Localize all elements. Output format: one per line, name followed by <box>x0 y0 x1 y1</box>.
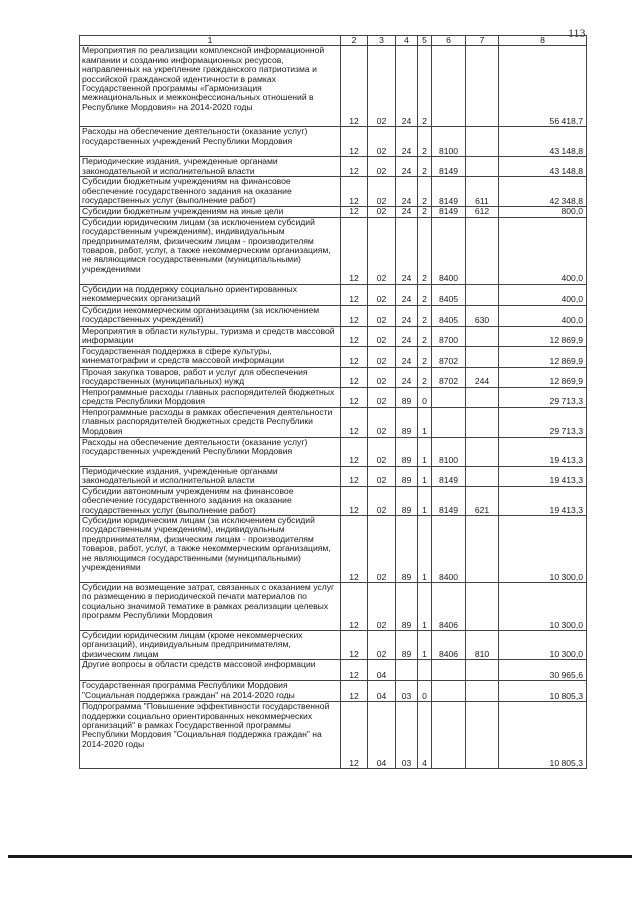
subsection-code-cell: 04 <box>368 702 396 769</box>
header-cell: 4 <box>396 36 418 46</box>
subsection-code-cell: 02 <box>368 217 396 284</box>
row-name-cell: Другие вопросы в области средств массовой информации <box>80 660 341 681</box>
budget-table <box>79 35 587 769</box>
section-code-cell: 12 <box>341 583 368 631</box>
program-code-cell: 24 <box>396 217 418 284</box>
row-name-cell: Субсидии юридическим лицам (за исключением субсидий государственным учреждениям), индивидуальным предпринимателям, физическим лицам - производителям товаров, работ, услуг, а также некоммерческим организациям, не являющимся государственными (муниципальными) учреждениями <box>80 217 341 284</box>
amount-cell: 400,0 <box>499 284 587 305</box>
subprogram-code-cell: 1 <box>418 486 432 515</box>
subsection-code-cell: 02 <box>368 407 396 437</box>
expense-type-cell <box>466 46 499 127</box>
section-code-cell: 12 <box>341 681 368 702</box>
header-cell: 2 <box>341 36 368 46</box>
amount-cell: 19 413,3 <box>499 466 587 486</box>
table-row <box>80 387 587 407</box>
amount-cell: 400,0 <box>499 305 587 326</box>
amount-cell: 10 300,0 <box>499 516 587 583</box>
section-code-cell: 12 <box>341 217 368 284</box>
section-code-cell: 12 <box>341 127 368 157</box>
amount-cell: 30 965,6 <box>499 660 587 681</box>
subprogram-code-cell: 0 <box>418 387 432 407</box>
expense-type-cell <box>466 407 499 437</box>
subsection-code-cell: 02 <box>368 387 396 407</box>
section-code-cell: 12 <box>341 466 368 486</box>
subsection-code-cell: 02 <box>368 284 396 305</box>
subsection-code-cell: 02 <box>368 305 396 326</box>
expense-type-cell <box>466 157 499 177</box>
program-code-cell: 24 <box>396 284 418 305</box>
program-code-cell: 24 <box>396 305 418 326</box>
subsection-code-cell: 02 <box>368 516 396 583</box>
header-cell: 3 <box>368 36 396 46</box>
subsection-code-cell: 02 <box>368 631 396 660</box>
expense-type-cell <box>466 437 499 466</box>
program-code-cell: 24 <box>396 127 418 157</box>
section-code-cell: 12 <box>341 346 368 367</box>
subprogram-code-cell: 1 <box>418 631 432 660</box>
subprogram-code-cell: 2 <box>418 177 432 207</box>
table-row <box>80 46 587 127</box>
program-code-cell <box>396 660 418 681</box>
subprogram-code-cell: 1 <box>418 437 432 466</box>
target-code-cell: 8405 <box>432 284 466 305</box>
subsection-code-cell: 04 <box>368 660 396 681</box>
table-row <box>80 407 587 437</box>
section-code-cell: 12 <box>341 177 368 207</box>
amount-cell: 29 713,3 <box>499 387 587 407</box>
program-code-cell: 89 <box>396 407 418 437</box>
program-code-cell: 24 <box>396 367 418 387</box>
table-row <box>80 660 587 681</box>
program-code-cell: 89 <box>396 631 418 660</box>
program-code-cell: 89 <box>396 387 418 407</box>
section-code-cell: 12 <box>341 367 368 387</box>
table-header-row <box>80 36 587 46</box>
amount-cell: 12 869,9 <box>499 326 587 346</box>
header-cell: 6 <box>432 36 466 46</box>
subprogram-code-cell: 4 <box>418 702 432 769</box>
expense-type-cell <box>466 681 499 702</box>
target-code-cell <box>432 660 466 681</box>
amount-cell: 400,0 <box>499 217 587 284</box>
row-name-cell: Расходы на обеспечение деятельности (оказание услуг) государственных учреждений Республики Мордовия <box>80 127 341 157</box>
expense-type-cell: 621 <box>466 486 499 515</box>
subprogram-code-cell: 2 <box>418 46 432 127</box>
section-code-cell: 12 <box>341 486 368 515</box>
section-code-cell: 12 <box>341 437 368 466</box>
expense-type-cell: 612 <box>466 207 499 217</box>
amount-cell: 29 713,3 <box>499 407 587 437</box>
expense-type-cell <box>466 466 499 486</box>
program-code-cell: 89 <box>396 486 418 515</box>
target-code-cell: 8405 <box>432 305 466 326</box>
table-row <box>80 631 587 660</box>
subsection-code-cell: 02 <box>368 177 396 207</box>
table-row <box>80 284 587 305</box>
expense-type-cell <box>466 387 499 407</box>
row-name-cell: Мероприятия по реализации комплексной информационной кампании и созданию информационных ресурсов, направленных на укрепление гражданского патриотизма и российской гражданской идентичности в рамках Государственной программы «Гармонизация межнациональных и межконфессиональных отношений в Республике Мордовия» на 2014-2020 годы <box>80 46 341 127</box>
target-code-cell: 8149 <box>432 177 466 207</box>
subsection-code-cell: 02 <box>368 346 396 367</box>
row-name-cell: Подпрограмма "Повышение эффективности государственной поддержки социально ориентированных некоммерческих организаций" в рамках Государственной программы Республики Мордовия "Социальная поддержка граждан" на 2014-2020 годы <box>80 702 341 769</box>
target-code-cell: 8406 <box>432 583 466 631</box>
target-code-cell: 8149 <box>432 486 466 515</box>
target-code-cell: 8702 <box>432 367 466 387</box>
target-code-cell: 8400 <box>432 516 466 583</box>
subprogram-code-cell: 1 <box>418 516 432 583</box>
amount-cell: 56 418,7 <box>499 46 587 127</box>
subsection-code-cell: 02 <box>368 437 396 466</box>
subsection-code-cell: 02 <box>368 326 396 346</box>
target-code-cell: 8149 <box>432 466 466 486</box>
expense-type-cell <box>466 516 499 583</box>
target-code-cell: 8702 <box>432 346 466 367</box>
section-code-cell: 12 <box>341 516 368 583</box>
program-code-cell: 24 <box>396 326 418 346</box>
section-code-cell: 12 <box>341 284 368 305</box>
expense-type-cell <box>466 326 499 346</box>
subsection-code-cell: 02 <box>368 583 396 631</box>
amount-cell: 19 413,3 <box>499 486 587 515</box>
target-code-cell: 8406 <box>432 631 466 660</box>
table-body <box>80 36 587 769</box>
header-cell: 5 <box>418 36 432 46</box>
expense-type-cell <box>466 660 499 681</box>
row-name-cell: Периодические издания, учрежденные органами законодательной и исполнительной власти <box>80 157 341 177</box>
table-row <box>80 305 587 326</box>
subprogram-code-cell: 2 <box>418 305 432 326</box>
expense-type-cell: 630 <box>466 305 499 326</box>
amount-cell: 800,0 <box>499 207 587 217</box>
table-row <box>80 207 587 217</box>
row-name-cell: Субсидии на поддержку социально ориентированных некоммерческих организаций <box>80 284 341 305</box>
target-code-cell <box>432 407 466 437</box>
subprogram-code-cell: 0 <box>418 681 432 702</box>
section-code-cell: 12 <box>341 407 368 437</box>
table-row <box>80 486 587 515</box>
expense-type-cell <box>466 702 499 769</box>
table-row <box>80 157 587 177</box>
amount-cell: 12 869,9 <box>499 346 587 367</box>
row-name-cell: Непрограммные расходы в рамках обеспечения деятельности главных распорядителей бюджетных средств Республики Мордовия <box>80 407 341 437</box>
table-row <box>80 583 587 631</box>
amount-cell: 43 148,8 <box>499 157 587 177</box>
expense-type-cell <box>466 583 499 631</box>
table-row <box>80 326 587 346</box>
table-row <box>80 367 587 387</box>
subprogram-code-cell: 2 <box>418 127 432 157</box>
expense-type-cell <box>466 127 499 157</box>
subprogram-code-cell: 2 <box>418 217 432 284</box>
subprogram-code-cell <box>418 660 432 681</box>
table-row <box>80 177 587 207</box>
amount-cell: 42 348,8 <box>499 177 587 207</box>
amount-cell: 19 413,3 <box>499 437 587 466</box>
table-row <box>80 346 587 367</box>
section-code-cell: 12 <box>341 387 368 407</box>
table-row <box>80 437 587 466</box>
row-name-cell: Мероприятия в области культуры, туризма и средств массовой информации <box>80 326 341 346</box>
subprogram-code-cell: 2 <box>418 284 432 305</box>
subsection-code-cell: 02 <box>368 127 396 157</box>
table-row <box>80 681 587 702</box>
section-code-cell: 12 <box>341 660 368 681</box>
section-code-cell: 12 <box>341 46 368 127</box>
row-name-cell: Периодические издания, учрежденные органами законодательной и исполнительной власти <box>80 466 341 486</box>
subprogram-code-cell: 1 <box>418 407 432 437</box>
program-code-cell: 89 <box>396 466 418 486</box>
target-code-cell: 8400 <box>432 217 466 284</box>
program-code-cell: 24 <box>396 46 418 127</box>
amount-cell: 10 805,3 <box>499 702 587 769</box>
target-code-cell: 8149 <box>432 207 466 217</box>
subprogram-code-cell: 2 <box>418 367 432 387</box>
table-row <box>80 466 587 486</box>
section-code-cell: 12 <box>341 631 368 660</box>
program-code-cell: 89 <box>396 516 418 583</box>
expense-type-cell <box>466 217 499 284</box>
program-code-cell: 24 <box>396 207 418 217</box>
row-name-cell: Субсидии юридическим лицам (за исключением субсидий государственным учреждениям), индивидуальным предпринимателям, физическим лицам - производителям товаров, работ, услуг, а также некоммерческим организациям, не являющимся государственными (муниципальными) учреждениями <box>80 516 341 583</box>
page-number: 113 <box>568 26 586 40</box>
header-cell: 7 <box>466 36 499 46</box>
program-code-cell: 89 <box>396 583 418 631</box>
target-code-cell: 8700 <box>432 326 466 346</box>
row-name-cell: Государственная поддержка в сфере культуры, кинематографии и средств массовой информации <box>80 346 341 367</box>
row-name-cell: Субсидии юридическим лицам (кроме некоммерческих организаций), индивидуальным предпринимателям, физическим лицам <box>80 631 341 660</box>
expense-type-cell: 244 <box>466 367 499 387</box>
subprogram-code-cell: 2 <box>418 326 432 346</box>
expense-type-cell <box>466 346 499 367</box>
row-name-cell: Расходы на обеспечение деятельности (оказание услуг) государственных учреждений Республики Мордовия <box>80 437 341 466</box>
target-code-cell: 8100 <box>432 127 466 157</box>
expense-type-cell: 611 <box>466 177 499 207</box>
target-code-cell: 8100 <box>432 437 466 466</box>
subsection-code-cell: 02 <box>368 207 396 217</box>
table-row <box>80 127 587 157</box>
table-row <box>80 516 587 583</box>
program-code-cell: 24 <box>396 346 418 367</box>
program-code-cell: 24 <box>396 177 418 207</box>
row-name-cell: Субсидии на возмещение затрат, связанных с оказанием услуг по размещению в периодической печати материалов по социально значимой тематике в рамках реализации целевых программ Республики Мордовия <box>80 583 341 631</box>
section-code-cell: 12 <box>341 702 368 769</box>
amount-cell: 43 148,8 <box>499 127 587 157</box>
table-row <box>80 217 587 284</box>
subsection-code-cell: 04 <box>368 681 396 702</box>
row-name-cell: Прочая закупка товаров, работ и услуг для обеспечения государственных (муниципальных) нужд <box>80 367 341 387</box>
bottom-divider <box>8 855 632 858</box>
subprogram-code-cell: 1 <box>418 583 432 631</box>
amount-cell: 10 300,0 <box>499 631 587 660</box>
program-code-cell: 24 <box>396 157 418 177</box>
header-cell: 8 <box>499 36 587 46</box>
subsection-code-cell: 02 <box>368 466 396 486</box>
subprogram-code-cell: 2 <box>418 207 432 217</box>
subsection-code-cell: 02 <box>368 486 396 515</box>
row-name-cell: Субсидии бюджетным учреждениям на финансовое обеспечение государственного задания на оказание государственных услуг (выполнение работ) <box>80 177 341 207</box>
row-name-cell: Государственная программа Республики Мордовия "Социальная поддержка граждан" на 2014-2020 годы <box>80 681 341 702</box>
row-name-cell: Субсидии бюджетным учреждениям на иные цели <box>80 207 341 217</box>
subprogram-code-cell: 1 <box>418 466 432 486</box>
expense-type-cell <box>466 284 499 305</box>
row-name-cell: Субсидии автономным учреждениям на финансовое обеспечение государственного задания на оказание государственных услуг (выполнение работ) <box>80 486 341 515</box>
program-code-cell: 03 <box>396 681 418 702</box>
target-code-cell <box>432 46 466 127</box>
section-code-cell: 12 <box>341 207 368 217</box>
target-code-cell: 8149 <box>432 157 466 177</box>
row-name-cell: Непрограммные расходы главных распорядителей бюджетных средств Республики Мордовия <box>80 387 341 407</box>
target-code-cell <box>432 702 466 769</box>
section-code-cell: 12 <box>341 305 368 326</box>
subprogram-code-cell: 2 <box>418 346 432 367</box>
amount-cell: 12 869,9 <box>499 367 587 387</box>
section-code-cell: 12 <box>341 326 368 346</box>
target-code-cell <box>432 681 466 702</box>
row-name-cell: Субсидии некоммерческим организациям (за исключением государственных учреждений) <box>80 305 341 326</box>
program-code-cell: 89 <box>396 437 418 466</box>
header-cell: 1 <box>80 36 341 46</box>
section-code-cell: 12 <box>341 157 368 177</box>
subsection-code-cell: 02 <box>368 157 396 177</box>
amount-cell: 10 805,3 <box>499 681 587 702</box>
target-code-cell <box>432 387 466 407</box>
subsection-code-cell: 02 <box>368 367 396 387</box>
subprogram-code-cell: 2 <box>418 157 432 177</box>
amount-cell: 10 300,0 <box>499 583 587 631</box>
program-code-cell: 03 <box>396 702 418 769</box>
expense-type-cell: 810 <box>466 631 499 660</box>
table-row <box>80 702 587 769</box>
subsection-code-cell: 02 <box>368 46 396 127</box>
